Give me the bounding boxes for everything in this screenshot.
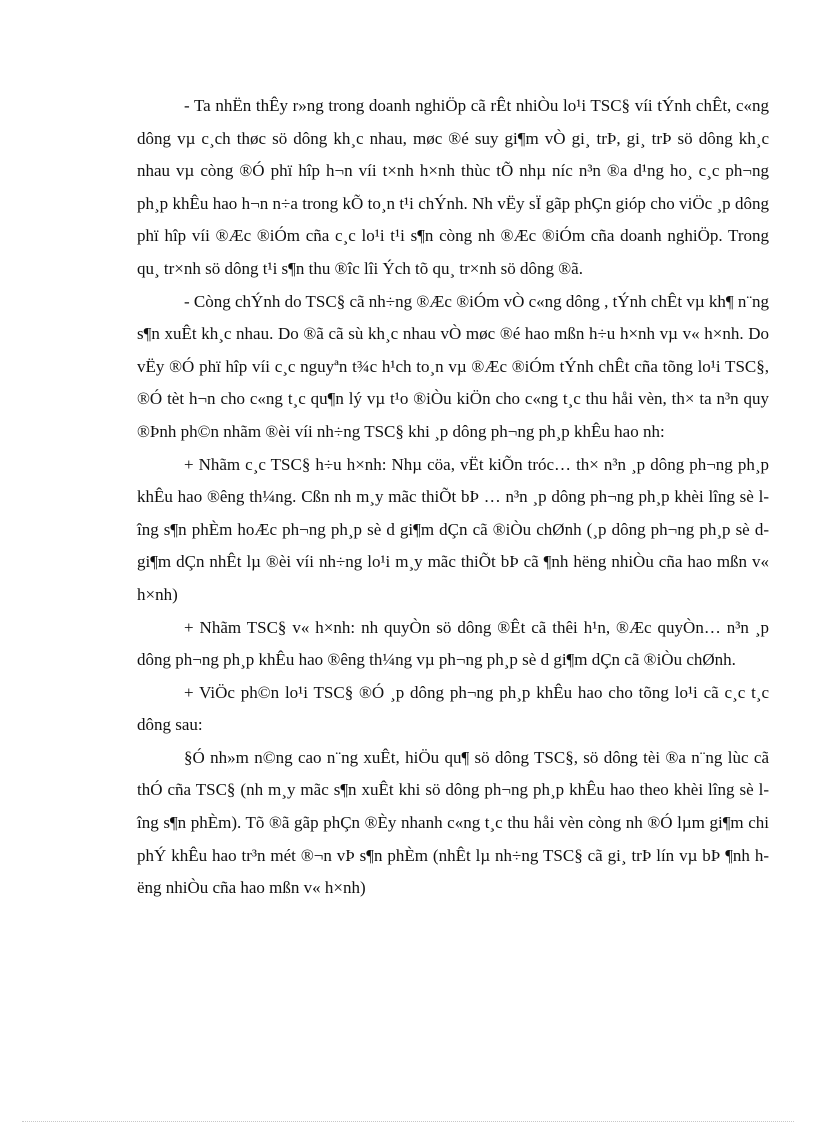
paragraph: §Ó nh»m n©ng cao n¨ng xuÊt, hiÖu qu¶ sö dông TSC§, sö dông tèi ®a n¨ng lùc cã thÓ cña TSC§ (nh m¸y mãc s¶n xuÊt khi sö dông ph¬ng ph¸p khÊu hao theo khèi lîng sè lîng s¶n phÈm). Tõ ®ã gãp phÇn ®Èy nhanh c«ng t¸c thu håi vèn còng nh ®Ó lµm gi¶m chi phÝ khÊu hao tr³n mét ®¬n vÞ s¶n phÈm (nhÊt lµ nh÷ng TSC§ cã gi¸ trÞ lín vµ bÞ ¶nh hëng nhiÒu cña hao mßn v« h×nh) bbox=[137, 747, 769, 898]
paragraph: + ViÖc ph©n lo¹i TSC§ ®Ó ¸p dông ph¬ng ph¸p khÊu hao cho tõng lo¹i cã c¸c t¸c dông sau: bbox=[137, 682, 769, 735]
paragraph: - Còng chÝnh do TSC§ cã nh÷ng ®Æc ®iÓm vÒ c«ng dông , tÝnh chÊt vµ kh¶ n¨ng s¶n xuÊt kh¸c nhau. Do ®ã cã sù kh¸c nhau vÒ møc ®é hao mßn h÷u h×nh vµ v« h×nh. Do vËy ®Ó phï hîp víi c¸c nguyªn t¾c h¹ch to¸n vµ ®Æc ®iÓm tÝnh chÊt cña tõng lo¹i TSC§, ®Ó tèt h¬n cho c«ng t¸c qu¶n lý vµ t¹o ®iÒu kiÖn cho c«ng t¸c thu håi vèn, th× ta n³n quy ®Þnh ph©n nhãm ®èi víi nh÷ng TSC§ khi ¸p dông ph¬ng ph¸p khÊu hao nh: bbox=[137, 291, 769, 441]
document-body bbox=[137, 90, 769, 905]
paragraph: - Ta nhËn thÊy r»ng trong doanh nghiÖp cã rÊt nhiÒu lo¹i TSC§ víi tÝnh chÊt, c«ng dông vµ c¸ch thøc sö dông kh¸c nhau, møc ®é suy gi¶m vÒ gi¸ trÞ, gi¸ trÞ sö dông kh¸c nhau vµ còng ®Ó phï hîp h¬n víi t×nh h×nh thùc tÕ nhµ níc n³n ®a d¹ng ho¸ c¸c ph¬ng ph¸p khÊu hao h¬n n÷a trong kÕ to¸n t¹i chÝnh. Nh vËy sÏ gãp phÇn gióp cho viÖc ¸p dông phï hîp víi ®Æc ®iÓm cña c¸c lo¹i t¹i s¶n còng nh ®Æc ®iÓm cña doanh nghiÖp. Trong qu¸ tr×nh sö dông t¹i s¶n thu ®îc lîi Ých tõ qu¸ tr×nh sö dông ®ã. bbox=[137, 96, 769, 278]
paragraph: + Nhãm TSC§ v« h×nh: nh quyÒn sö dông ®Êt cã thêi h¹n, ®Æc quyÒn… n³n ¸p dông ph¬ng ph¸p khÊu hao ®êng th¼ng vµ ph¬ng ph¸p sè d gi¶m dÇn cã ®iÒu chØnh. bbox=[137, 617, 769, 670]
paragraph: + Nhãm c¸c TSC§ h÷u h×nh: Nhµ cöa, vËt kiÕn tróc… th× n³n ¸p dông ph¬ng ph¸p khÊu hao ®êng th¼ng. Cßn nh m¸y mãc thiÕt bÞ … n³n ¸p dông ph¬ng ph¸p khèi lîng sè lîng s¶n phÈm hoÆc ph¬ng ph¸p sè d gi¶m dÇn cã ®iÒu chØnh (¸p dông ph¬ng ph¸p sè d gi¶m dÇn nhÊt lµ ®èi víi nh÷ng lo¹i m¸y mãc thiÕt bÞ cã ¶nh hëng nhiÒu cña hao mßn v« h×nh) bbox=[137, 454, 769, 604]
page-bottom-divider bbox=[22, 1121, 794, 1122]
